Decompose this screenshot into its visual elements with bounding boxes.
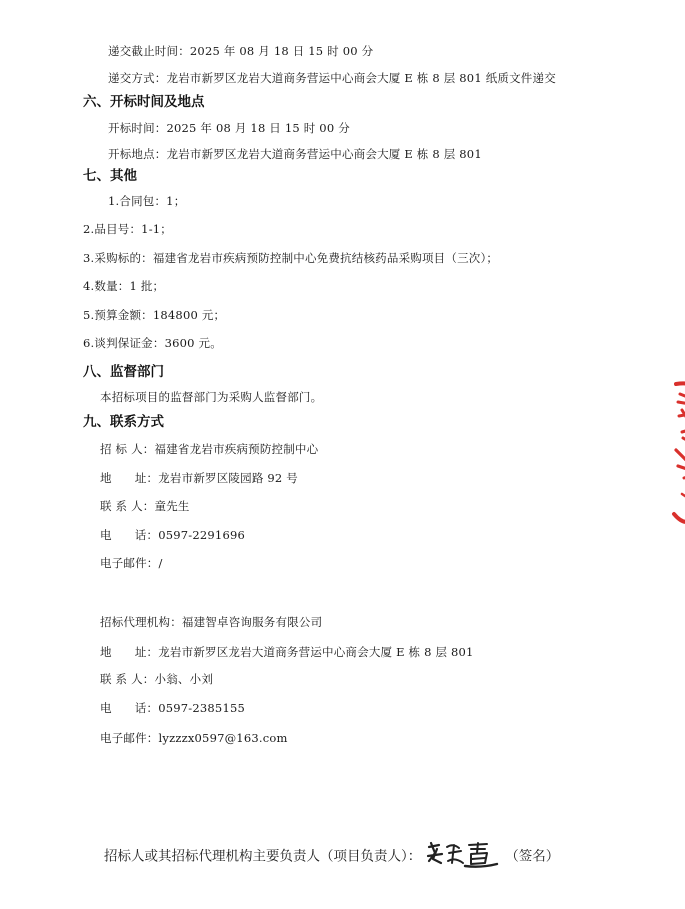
- signature-suffix: （签名）: [505, 848, 560, 865]
- purchaser-contact-value: 童先生: [154, 499, 190, 513]
- list-item: 6.谈判保证金：3600 元。: [83, 336, 222, 350]
- agency-contact: [100, 671, 213, 687]
- section-7-heading: 七、其他: [83, 168, 137, 184]
- responsible-person-label: 招标人或其招标代理机构主要负责人（项目负责人）：: [104, 848, 422, 865]
- list-item: 5.预算金额：184800 元；: [83, 308, 226, 322]
- purchaser-phone-label: 电 话：: [100, 528, 159, 542]
- purchaser-email: [100, 555, 163, 571]
- agency-phone: [100, 700, 245, 716]
- purchaser-phone-value: 0597-2291696: [158, 528, 246, 542]
- opening-time-value: 2025 年 08 月 18 日 15 时 00 分: [166, 121, 350, 135]
- agency-email-label: 电子邮件：: [100, 731, 159, 745]
- agency-contact-value: 小翁、小刘: [154, 672, 214, 686]
- section-8-heading: 八、监督部门: [83, 364, 164, 380]
- purchaser-email-label: 电子邮件：: [100, 556, 159, 570]
- submission-deadline-label: 递交截止时间：: [108, 44, 190, 58]
- agency-address-label: 地 址：: [100, 645, 159, 659]
- agency-name-value: 福建智卓咨询服务有限公司: [181, 615, 323, 629]
- list-item: 3.采购标的：福建省龙岩市疾病预防控制中心免费抗结核药品采购项目（三次）；: [83, 251, 499, 265]
- purchaser-email-value: /: [158, 556, 163, 570]
- opening-place-label: 开标地点：: [108, 147, 167, 161]
- agency-name-label: 招标代理机构：: [100, 615, 182, 629]
- agency-name: [100, 614, 322, 630]
- submission-deadline-value: 2025 年 08 月 18 日 15 时 00 分: [189, 44, 374, 58]
- opening-time: [108, 120, 350, 136]
- submission-method-label: 递交方式：: [108, 71, 167, 85]
- purchaser-contact-label: 联 系 人：: [100, 499, 155, 513]
- purchaser-name-value: 福建省龙岩市疾病预防控制中心: [154, 442, 319, 456]
- submission-deadline: [108, 43, 373, 59]
- section-6-heading: 六、开标时间及地点: [83, 94, 205, 110]
- list-item: 4.数量：1 批；: [83, 279, 165, 293]
- agency-phone-label: 电 话：: [100, 701, 159, 715]
- purchaser-address-value: 龙岩市新罗区陵园路 92 号: [158, 471, 298, 485]
- purchaser-contact: [100, 498, 190, 514]
- agency-email-value: lyzzzx0597@163.com: [158, 731, 288, 745]
- submission-method-value: 龙岩市新罗区龙岩大道商务营运中心商会大厦 E 栋 8 层 801 纸质文件递交: [166, 71, 556, 85]
- list-item: 1.合同包：1；: [108, 194, 186, 208]
- agency-contact-label: 联 系 人：: [100, 672, 155, 686]
- section-9-heading: 九、联系方式: [83, 414, 164, 430]
- agency-address-value: 龙岩市新罗区龙岩大道商务营运中心商会大厦 E 栋 8 层 801: [158, 645, 474, 659]
- purchaser-name-label: 招 标 人：: [100, 442, 155, 456]
- supervision-text: 本招标项目的监督部门为采购人监督部门。: [100, 390, 323, 404]
- purchaser-address: [100, 470, 298, 486]
- opening-place-value: 龙岩市新罗区龙岩大道商务营运中心商会大厦 E 栋 8 层 801: [166, 147, 482, 161]
- purchaser-name: [100, 441, 318, 457]
- agency-address: [100, 644, 474, 660]
- submission-method: [108, 70, 556, 86]
- agency-email: [100, 730, 288, 746]
- list-item: 2.品目号：1-1；: [83, 222, 172, 236]
- opening-time-label: 开标时间：: [108, 121, 167, 135]
- opening-place: [108, 146, 482, 162]
- purchaser-address-label: 地 址：: [100, 471, 159, 485]
- seal-stamp-icon: [662, 380, 685, 530]
- responsible-person-line: [104, 842, 559, 872]
- agency-phone-value: 0597-2385155: [158, 701, 246, 715]
- handwritten-signature: [425, 839, 501, 869]
- purchaser-phone: [100, 527, 245, 543]
